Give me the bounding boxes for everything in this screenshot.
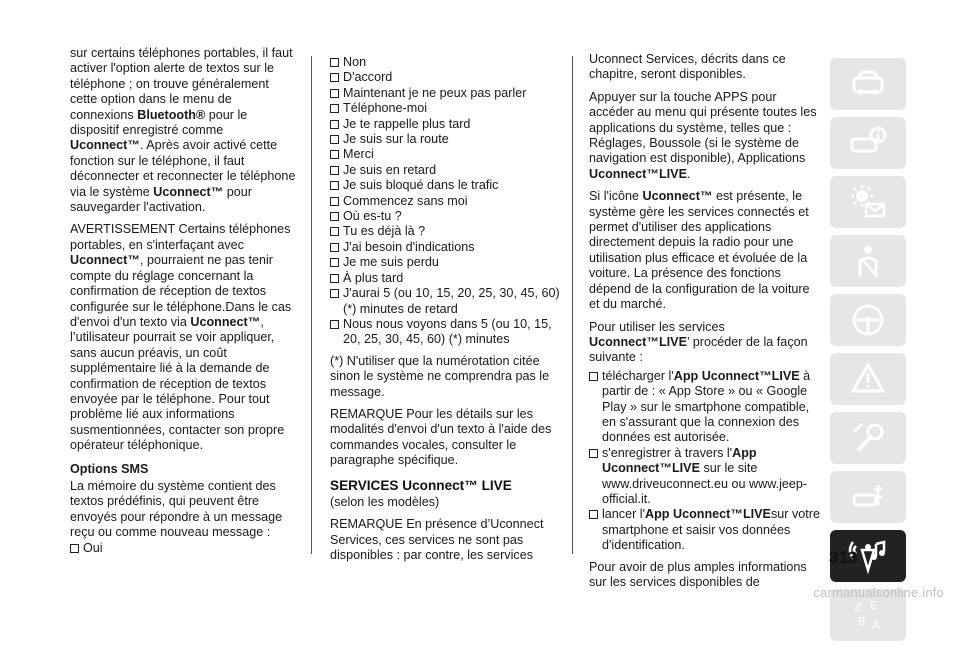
list-item: À plus tard xyxy=(330,271,566,286)
chapter-tab-safety[interactable] xyxy=(830,235,906,287)
car-dashboard-icon xyxy=(848,64,888,104)
paragraph-services-available: Uconnect Services, décrits dans ce chapitre, seront disponibles. xyxy=(589,52,786,82)
list-item: Je me suis perdu xyxy=(330,255,566,270)
paragraph-more-info: Pour avoir de plus amples informations sur les services disponibles de xyxy=(589,559,807,589)
wrench-icon xyxy=(848,418,888,458)
chapter-tab-driving[interactable] xyxy=(830,294,906,346)
list-item: Je suis sur la route xyxy=(330,132,566,147)
warning-triangle-icon xyxy=(848,359,888,399)
checkbox-bullet-icon xyxy=(330,120,339,129)
sun-envelope-icon xyxy=(848,182,888,222)
section-heading: SERVICES Uconnect™ LIVE xyxy=(330,477,512,493)
list-item: Où es-tu ? xyxy=(330,209,566,224)
checkbox-bullet-icon xyxy=(330,258,339,267)
svg-text:Z: Z xyxy=(854,601,862,614)
list-item: J'ai besoin d'indications xyxy=(330,240,566,255)
chapter-tab-info[interactable] xyxy=(830,117,906,169)
list-item: Je te rappelle plus tard xyxy=(330,117,566,132)
car-info-icon xyxy=(848,123,888,163)
footer-watermark: carmanualsonline.info xyxy=(813,585,944,600)
paragraph-remarque: REMARQUE Pour les détails sur les modalités d'envoi d'un texto à l'aide des commandes vocales, consulter le paragraphe spécifique. xyxy=(330,406,552,468)
text-column-2 xyxy=(330,55,566,571)
column-divider xyxy=(572,56,573,554)
checkbox-bullet-icon xyxy=(330,104,339,113)
paragraph-sms-memory: La mémoire du système contient des textos prédéfinis, qui peuvent être envoyés pour répondre à un message reçu ou comme nouveau message : xyxy=(70,478,283,540)
checkbox-bullet-icon xyxy=(330,212,339,221)
checkbox-bullet-icon xyxy=(330,135,339,144)
paragraph-procedure: Pour utiliser les services Uconnect™LIVE’ procéder de la façon suivante : xyxy=(589,319,808,365)
paragraph-uconnect-services: REMARQUE En présence d’Uconnect Services, ces services ne sont pas disponibles : par contre, les services xyxy=(330,517,544,563)
list-item: J'aurai 5 (ou 10, 15, 20, 25, 30, 45, 60) (*) minutes de retard xyxy=(330,286,566,317)
paragraph-uconnect-icon: Si l'icône Uconnect™ est présente, le système gère les services connectés et permet d'utiliser des applications directement depuis la radio pour une utilisation plus efficace et évoluée de la voiture. La présence des fonctions dépend de la configuration de la voiture et du marché. xyxy=(589,189,810,312)
car-specs-icon xyxy=(848,477,888,517)
text-column-1 xyxy=(70,46,298,556)
list-item: D'accord xyxy=(330,70,566,85)
list-item: Je suis bloqué dans le trafic xyxy=(330,178,566,193)
list-item: télécharger l'App Uconnect™LIVE à partir de : « App Store » ou « Google Play » sur le smartphone compatible, en s'assurant que la connexion des données est autorisée. xyxy=(589,369,821,446)
checkbox-bullet-icon xyxy=(589,449,598,458)
checkbox-bullet-icon xyxy=(589,510,598,519)
list-item: Tu es déjà là ? xyxy=(330,224,566,239)
chapter-tab-specs[interactable] xyxy=(830,471,906,523)
checkbox-bullet-icon xyxy=(330,289,339,298)
list-item: Oui xyxy=(70,541,298,556)
checkbox-bullet-icon xyxy=(330,89,339,98)
text-column-3 xyxy=(589,52,821,597)
page-number: 313 xyxy=(829,548,858,567)
alphabet-index-icon xyxy=(848,595,888,635)
checkbox-bullet-icon xyxy=(330,274,339,283)
chapter-tab-maintenance[interactable] xyxy=(830,412,906,464)
paragraph-warning: AVERTISSEMENT Certains téléphones portables, en s'interfaçant avec Uconnect™, pourraient ne pas tenir compte du réglage concernant la confirmation de réception de textos configurée sur le téléphone.Dans le cas d'envoi d'un texto via Uconnect™, l’utilisateur pourrait se voir appliquer, sans aucun préavis, un coût supplémentaire lié à la demande de confirmation de réception de textos envoyée par le téléphone. Pour tout problème lié aux informations susmentionnées, contacter son propre opérateur téléphonique. xyxy=(70,222,292,453)
svg-text:A: A xyxy=(872,619,880,632)
chapter-tab-vehicle[interactable] xyxy=(830,58,906,110)
list-item: Téléphone-moi xyxy=(330,101,566,116)
checkbox-bullet-icon xyxy=(330,58,339,67)
paragraph-sms-alert: sur certains téléphones portables, il faut activer l'option alerte de textos sur le téléphone ; on trouve généralement cette option dans le menu de connexions Bluetooth® pour le dispositif enregistré comme Uconnect™. Après avoir activé cette fonction sur le téléphone, il faut déconnecter et reconnecter le téléphone via le système Uconnect™ pour sauvegarder l'activation. xyxy=(70,46,296,215)
list-item: Commencez sans moi xyxy=(330,194,566,209)
paragraph-selon-modeles: (selon les modèles) xyxy=(330,494,440,509)
list-item: lancer l'App Uconnect™LIVEsur votre smartphone et saisir vos données d'identification. xyxy=(589,507,821,553)
checkbox-bullet-icon xyxy=(330,320,339,329)
column-divider xyxy=(311,56,312,554)
checkbox-bullet-icon xyxy=(330,227,339,236)
list-item: Merci xyxy=(330,147,566,162)
checkbox-bullet-icon xyxy=(589,372,598,381)
list-item: Je suis en retard xyxy=(330,163,566,178)
svg-text:E: E xyxy=(870,599,877,612)
paragraph-note: (*) N'utiliser que la numérotation citée sinon le système ne comprendra pas le message. xyxy=(330,353,550,399)
svg-text:B: B xyxy=(858,615,866,628)
checkbox-bullet-icon xyxy=(70,544,79,553)
steering-wheel-icon xyxy=(848,300,888,340)
person-seatbelt-icon xyxy=(848,241,888,281)
paragraph-apps-key: Appuyer sur la touche APPS pour accéder au menu qui présente toutes les applications du système, telles que : Réglages, Boussole (si le système de navigation est disponible), Applications Uconnect™LIVE. xyxy=(589,89,817,181)
list-item: Non xyxy=(330,55,566,70)
checkbox-bullet-icon xyxy=(330,181,339,190)
list-item: s'enregistrer à travers l'App Uconnect™LIVE sur le site www.driveuconnect.eu ou www.jeep-official.it. xyxy=(589,446,821,508)
list-item: Nous nous voyons dans 5 (ou 10, 15, 20, 25, 30, 45, 60) (*) minutes xyxy=(330,317,566,348)
chapter-tab-lights[interactable] xyxy=(830,176,906,228)
checkbox-bullet-icon xyxy=(330,243,339,252)
chapter-tab-emergency[interactable] xyxy=(830,353,906,405)
list-item: Maintenant je ne peux pas parler xyxy=(330,86,566,101)
checkbox-bullet-icon xyxy=(330,197,339,206)
checkbox-bullet-icon xyxy=(330,73,339,82)
checkbox-bullet-icon xyxy=(330,166,339,175)
checkbox-bullet-icon xyxy=(330,150,339,159)
subheading-options-sms: Options SMS xyxy=(70,461,149,476)
